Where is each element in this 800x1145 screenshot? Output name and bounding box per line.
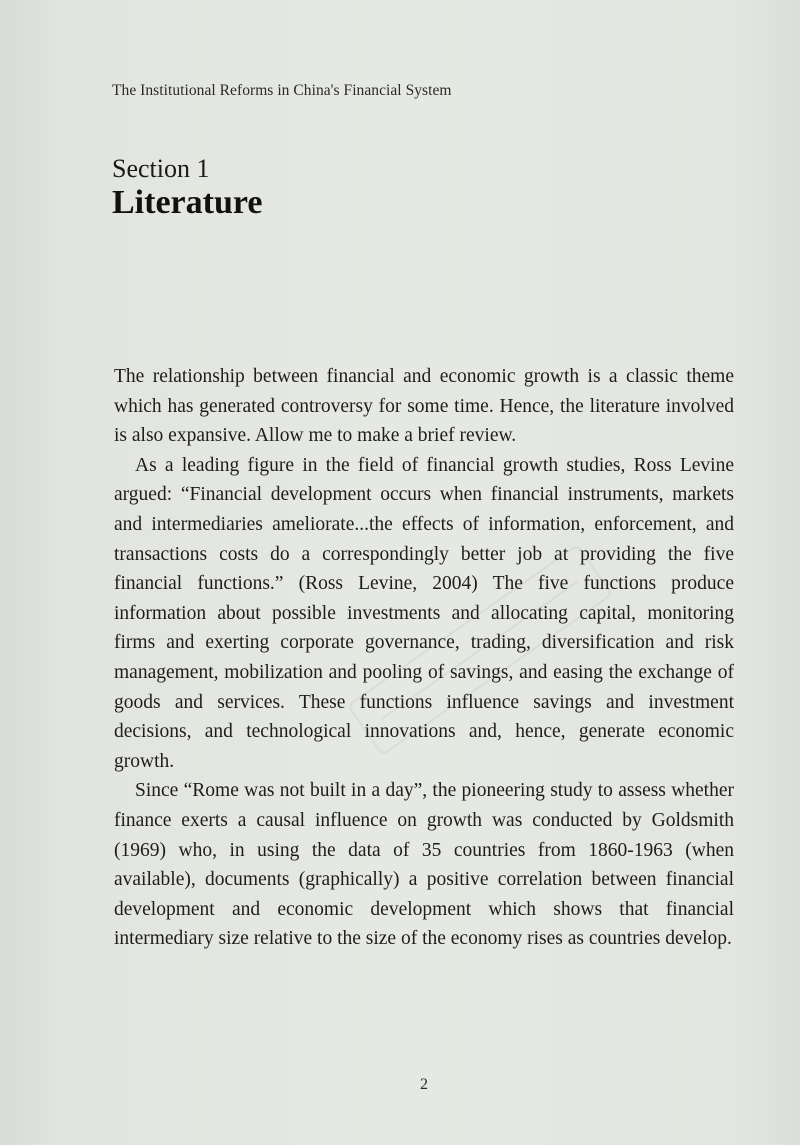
running-header: The Institutional Reforms in China's Financial System <box>112 82 452 99</box>
paragraph-intro: The relationship between financial and economic growth is a classic theme which has generated controversy for some time. Hence, the literature involved is also expansive. Allow me to make a brief review. <box>114 366 734 447</box>
paragraph-levine: As a leading figure in the field of financial growth studies, Ross Levine argued: “Financial development occurs when financial instruments, markets and intermediaries ameliorate...the effects of information, enforcement, and transactions costs do a correspondingly better job at providing the five financial functions.” (Ross Levine, 2004) The five functions produce information about possible investments and allocating capital, monitoring firms and exerting corporate governance, trading, diversification and risk management, mobilization and pooling of savings, and easing the exchange of goods and services. These functions influence savings and investment decisions, and technological innovations and, hence, generate economic growth. <box>114 454 734 772</box>
page-number: 2 <box>420 1076 428 1093</box>
body-text <box>114 362 734 954</box>
paragraph-goldsmith: Since “Rome was not built in a day”, the pioneering study to assess whether finance exerts a causal influence on growth was conducted by Goldsmith (1969) who, in using the data of 35 countries from 1860-1963 (when available), documents (graphically) a positive correlation between financial development and economic development which shows that financial intermediary size relative to the size of the economy rises as countries develop. <box>114 780 734 950</box>
section-label: Section 1 <box>112 154 210 183</box>
section-title: Literature <box>112 184 263 221</box>
